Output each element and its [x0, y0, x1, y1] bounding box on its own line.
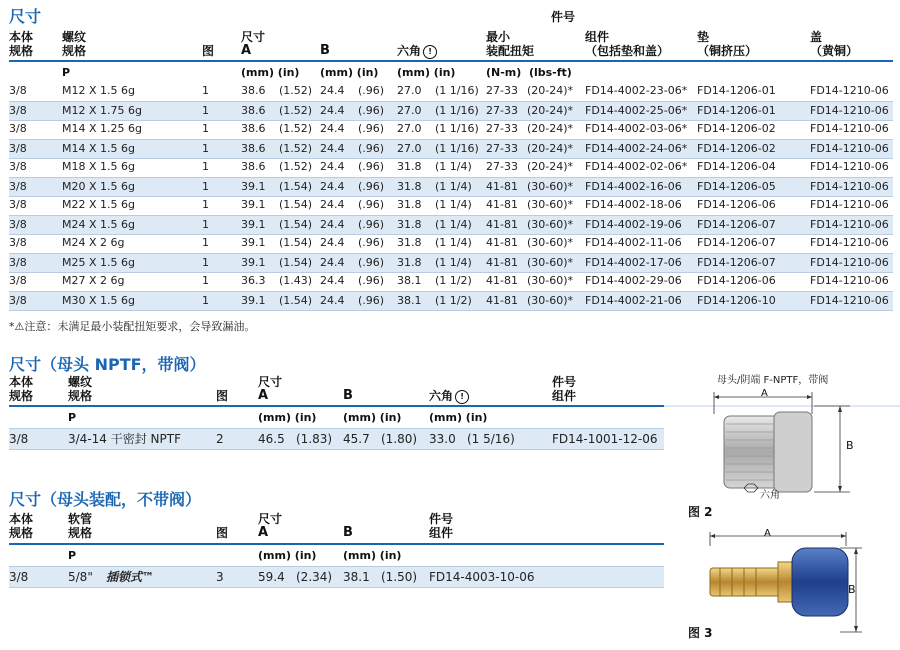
figure3-dim-a: A [764, 528, 771, 539]
cell-nm: 27-33 [486, 84, 518, 97]
s3-header-assembly: 组件 [429, 526, 454, 540]
cell-hex-in: (1 1/4) [435, 236, 472, 249]
cell-cap: FD14-1210-06 [810, 256, 889, 269]
figure2-caption: 母头/阴端 F-NPTF，带阀 [717, 375, 829, 386]
header-dim: 尺寸 [241, 30, 266, 44]
cell-hex-in: (1 1/16) [435, 104, 479, 117]
table-row [9, 82, 893, 100]
cell-hex-in: (1 1/2) [435, 274, 472, 287]
s2-cell-hex-in: (1 5/16) [467, 432, 515, 446]
cell-thread: M18 X 1.5 6g [62, 160, 135, 173]
cell-thread: M20 X 1.5 6g [62, 180, 135, 193]
cell-fig: 1 [202, 236, 209, 249]
cell-a-in: (1.52) [279, 122, 313, 135]
s3-header-a: A [258, 525, 269, 540]
cell-thread: M12 X 1.5 6g [62, 84, 135, 97]
cell-nm: 27-33 [486, 160, 518, 173]
cell-hex-mm: 31.8 [397, 160, 422, 173]
section3-rule [9, 543, 664, 545]
cell-thread: M12 X 1.75 6g [62, 104, 142, 117]
cell-hex-in: (1 1/4) [435, 180, 472, 193]
s3-header-part-no: 件号 [429, 512, 454, 526]
part-no-group-header: 件号 [551, 10, 576, 24]
cell-gasket: FD14-1206-02 [697, 142, 776, 155]
s3-cell-b-mm: 38.1 [343, 570, 370, 584]
cell-a-mm: 39.1 [241, 180, 266, 193]
cell-gasket: FD14-1206-07 [697, 218, 776, 231]
cell-size: 3/8 [9, 256, 27, 269]
cell-size: 3/8 [9, 236, 27, 249]
s2-cell-a-mm: 46.5 [258, 432, 285, 446]
s3-header-b: B [343, 525, 353, 540]
cell-a-in: (1.54) [279, 180, 313, 193]
cell-hex-in: (1 1/4) [435, 198, 472, 211]
s2-cell-fig: 2 [216, 432, 224, 446]
unit-torque: (N-m) (lbs-ft) [486, 66, 572, 79]
table-row [9, 272, 893, 290]
cell-gasket: FD14-1206-04 [697, 160, 776, 173]
cell-nm: 41-81 [486, 218, 518, 231]
cell-fig: 1 [202, 218, 209, 231]
s2-unit-b: (mm) (in) [343, 411, 402, 424]
cell-b-in: (.96) [358, 218, 385, 231]
cell-b-mm: 24.4 [320, 274, 345, 287]
s3-header-fig: 图 [216, 526, 229, 540]
cell-assembly: FD14-4002-21-06 [585, 294, 682, 307]
cell-size: 3/8 [9, 122, 27, 135]
cell-lbs: (20-24)* [527, 142, 574, 155]
cell-b-mm: 24.4 [320, 104, 345, 117]
header-hex [397, 44, 437, 59]
cell-hex-in: (1 1/16) [435, 84, 479, 97]
header-min-torque: 最小 装配扭矩 [486, 30, 535, 58]
s2-header-fig: 图 [216, 389, 229, 403]
cell-b-in: (.96) [358, 142, 385, 155]
cell-lbs: (20-24)* [527, 160, 574, 173]
s3-cell-b-in: (1.50) [381, 570, 418, 584]
s2-header-assembly: 组件 [552, 389, 577, 403]
cell-cap: FD14-1210-06 [810, 236, 889, 249]
s2-cell-size: 3/8 [9, 432, 29, 446]
cell-b-in: (.96) [358, 160, 385, 173]
cell-assembly: FD14-4002-02-06* [585, 160, 688, 173]
cell-b-in: (.96) [358, 180, 385, 193]
table-row [9, 177, 893, 197]
s3-cell-hose: 5/8" [68, 570, 93, 584]
s3-unit-p: P [68, 549, 77, 562]
s2-cell-assembly: FD14-1001-12-06 [552, 432, 658, 446]
cell-thread: M24 X 1.5 6g [62, 218, 135, 231]
figure3-dim-b: B [848, 583, 856, 596]
section1-rule [9, 60, 893, 62]
cell-thread: M25 X 1.5 6g [62, 256, 135, 269]
cell-b-in: (.96) [358, 122, 385, 135]
cell-hex-mm: 31.8 [397, 198, 422, 211]
figure3-label: 图 3 [688, 626, 713, 640]
cell-gasket: FD14-1206-02 [697, 122, 776, 135]
cell-size: 3/8 [9, 160, 27, 173]
figure2-drawing [664, 384, 900, 504]
cell-fig: 1 [202, 142, 209, 155]
cell-lbs: (20-24)* [527, 84, 574, 97]
cell-a-in: (1.43) [279, 274, 313, 287]
unit-p: P [62, 66, 71, 79]
cell-hex-in: (1 1/4) [435, 218, 472, 231]
cell-lbs: (30-60)* [527, 218, 574, 231]
cell-hex-in: (1 1/4) [435, 256, 472, 269]
cell-hex-in: (1 1/2) [435, 294, 472, 307]
cell-a-mm: 38.6 [241, 142, 266, 155]
cell-a-mm: 38.6 [241, 104, 266, 117]
info-circle-icon: ! [423, 45, 437, 59]
cell-cap: FD14-1210-06 [810, 294, 889, 307]
s2-header-thread-spec: 螺纹 规格 [68, 375, 93, 403]
cell-a-mm: 38.6 [241, 84, 266, 97]
header-cap: 盖 （黄铜） [810, 30, 859, 58]
table-row [9, 253, 893, 273]
cell-fig: 1 [202, 198, 209, 211]
header-hex-label: 六角 [397, 44, 422, 58]
cell-size: 3/8 [9, 218, 27, 231]
figure2-label: 图 2 [688, 505, 713, 519]
cell-size: 3/8 [9, 142, 27, 155]
cell-b-in: (.96) [358, 274, 385, 287]
cell-assembly: FD14-4002-24-06* [585, 142, 688, 155]
cell-assembly: FD14-4002-11-06 [585, 236, 682, 249]
s2-cell-b-in: (1.80) [381, 432, 418, 446]
cell-assembly: FD14-4002-03-06* [585, 122, 688, 135]
header-gasket: 垫 （铜挤压） [697, 30, 758, 58]
cell-lbs: (20-24)* [527, 104, 574, 117]
cell-b-in: (.96) [358, 294, 385, 307]
cell-size: 3/8 [9, 198, 27, 211]
cell-lbs: (30-60)* [527, 236, 574, 249]
cell-b-mm: 24.4 [320, 160, 345, 173]
cell-gasket: FD14-1206-01 [697, 84, 776, 97]
cell-hex-mm: 31.8 [397, 180, 422, 193]
s2-header-hex [429, 389, 469, 404]
cell-hex-mm: 27.0 [397, 142, 422, 155]
s2-header-dim: 尺寸 [258, 375, 283, 389]
s2-cell-b-mm: 45.7 [343, 432, 370, 446]
cell-fig: 1 [202, 256, 209, 269]
cell-size: 3/8 [9, 180, 27, 193]
s2-header-body-size: 本体 规格 [9, 375, 34, 403]
cell-a-mm: 39.1 [241, 236, 266, 249]
cell-cap: FD14-1210-06 [810, 104, 889, 117]
cell-size: 3/8 [9, 274, 27, 287]
cell-gasket: FD14-1206-10 [697, 294, 776, 307]
header-fig: 图 [202, 44, 215, 58]
cell-a-in: (1.54) [279, 294, 313, 307]
figure2-dim-b: B [846, 439, 854, 452]
cell-thread: M14 X 1.5 6g [62, 142, 135, 155]
cell-nm: 41-81 [486, 236, 518, 249]
cell-assembly: FD14-4002-19-06 [585, 218, 682, 231]
s2-unit-a: (mm) (in) [258, 411, 317, 424]
section2-title: 尺寸（母头 NPTF，带阀） [9, 355, 206, 374]
cell-thread: M30 X 1.5 6g [62, 294, 135, 307]
torque-warning-note: *⚠注意：未满足最小装配扭矩要求，会导致漏油。 [9, 320, 256, 333]
s2-header-b: B [343, 388, 353, 403]
s3-unit-a: (mm) (in) [258, 549, 317, 562]
table-row [9, 120, 893, 138]
table-row [9, 215, 893, 235]
cell-cap: FD14-1210-06 [810, 218, 889, 231]
table-row [9, 291, 893, 311]
cell-hex-in: (1 1/16) [435, 122, 479, 135]
cell-gasket: FD14-1206-01 [697, 104, 776, 117]
cell-thread: M22 X 1.5 6g [62, 198, 135, 211]
cell-a-mm: 38.6 [241, 122, 266, 135]
cell-a-in: (1.54) [279, 218, 313, 231]
cell-b-in: (.96) [358, 104, 385, 117]
cell-a-in: (1.52) [279, 142, 313, 155]
cell-hex-in: (1 1/4) [435, 160, 472, 173]
unit-hex: (mm) (in) [397, 66, 456, 79]
cell-a-mm: 39.1 [241, 198, 266, 211]
cell-lbs: (30-60)* [527, 198, 574, 211]
table-row [9, 158, 893, 176]
cell-b-mm: 24.4 [320, 180, 345, 193]
cell-cap: FD14-1210-06 [810, 160, 889, 173]
cell-cap: FD14-1210-06 [810, 180, 889, 193]
figure2-dim-a: A [761, 388, 768, 399]
s2-table-row [9, 428, 664, 450]
cell-nm: 41-81 [486, 256, 518, 269]
s3-cell-a-in: (2.34) [296, 570, 333, 584]
cell-a-mm: 39.1 [241, 218, 266, 231]
cell-b-in: (.96) [358, 256, 385, 269]
header-a: A [241, 43, 252, 58]
cell-a-in: (1.52) [279, 104, 313, 117]
cell-nm: 41-81 [486, 180, 518, 193]
cell-a-mm: 36.3 [241, 274, 266, 287]
cell-b-mm: 24.4 [320, 142, 345, 155]
cell-hex-in: (1 1/16) [435, 142, 479, 155]
s3-header-hose-spec: 软管 规格 [68, 512, 93, 540]
s3-cell-hose-type: 插锁式™ [106, 570, 155, 584]
cell-lbs: (30-60)* [527, 294, 574, 307]
cell-a-in: (1.52) [279, 160, 313, 173]
cell-fig: 1 [202, 160, 209, 173]
cell-cap: FD14-1210-06 [810, 142, 889, 155]
cell-assembly: FD14-4002-17-06 [585, 256, 682, 269]
s2-cell-hex-mm: 33.0 [429, 432, 456, 446]
cell-nm: 41-81 [486, 198, 518, 211]
cell-gasket: FD14-1206-06 [697, 274, 776, 287]
cell-assembly: FD14-4002-16-06 [585, 180, 682, 193]
cell-cap: FD14-1210-06 [810, 198, 889, 211]
cell-b-mm: 24.4 [320, 84, 345, 97]
header-thread-spec: 螺纹 规格 [62, 30, 87, 58]
table-row [9, 139, 893, 159]
cell-a-in: (1.54) [279, 256, 313, 269]
cell-fig: 1 [202, 294, 209, 307]
cell-assembly: FD14-4002-23-06* [585, 84, 688, 97]
cell-fig: 1 [202, 122, 209, 135]
cell-nm: 27-33 [486, 122, 518, 135]
cell-b-in: (.96) [358, 198, 385, 211]
section2-rule [9, 405, 664, 407]
cell-assembly: FD14-4002-29-06 [585, 274, 682, 287]
figure2-hex-label: 六角 [760, 490, 780, 501]
cell-hex-mm: 31.8 [397, 236, 422, 249]
cell-a-mm: 39.1 [241, 294, 266, 307]
header-assembly: 组件 （包括垫和盖） [585, 30, 670, 58]
s2-header-hex-label: 六角 [429, 389, 454, 403]
cell-lbs: (30-60)* [527, 180, 574, 193]
s3-table-row [9, 566, 664, 588]
s3-cell-a-mm: 59.4 [258, 570, 285, 584]
s2-cell-a-in: (1.83) [296, 432, 333, 446]
table-row [9, 101, 893, 121]
table-row [9, 196, 893, 214]
cell-b-mm: 24.4 [320, 218, 345, 231]
cell-size: 3/8 [9, 84, 27, 97]
cell-hex-mm: 31.8 [397, 256, 422, 269]
cell-a-in: (1.54) [279, 236, 313, 249]
cell-b-mm: 24.4 [320, 198, 345, 211]
s2-cell-thread: 3/4-14 干密封 NPTF [68, 432, 181, 446]
cell-gasket: FD14-1206-07 [697, 256, 776, 269]
cell-size: 3/8 [9, 104, 27, 117]
cell-b-mm: 24.4 [320, 256, 345, 269]
section3-title: 尺寸（母头装配，不带阀） [9, 490, 202, 509]
cell-hex-mm: 27.0 [397, 122, 422, 135]
cell-thread: M27 X 2 6g [62, 274, 125, 287]
cell-fig: 1 [202, 180, 209, 193]
cell-nm: 41-81 [486, 294, 518, 307]
table-row [9, 234, 893, 252]
cell-fig: 1 [202, 274, 209, 287]
s3-cell-assembly: FD14-4003-10-06 [429, 570, 535, 584]
cell-assembly: FD14-4002-18-06 [585, 198, 682, 211]
cell-nm: 41-81 [486, 274, 518, 287]
cell-assembly: FD14-4002-25-06* [585, 104, 688, 117]
cell-lbs: (30-60)* [527, 274, 574, 287]
cell-hex-mm: 38.1 [397, 274, 422, 287]
section1-title: 尺寸 [9, 7, 42, 26]
figure3-drawing [690, 528, 900, 638]
header-b: B [320, 43, 330, 58]
cell-nm: 27-33 [486, 142, 518, 155]
unit-a: (mm) (in) [241, 66, 300, 79]
cell-hex-mm: 27.0 [397, 104, 422, 117]
cell-fig: 1 [202, 104, 209, 117]
cell-b-in: (.96) [358, 236, 385, 249]
cell-lbs: (30-60)* [527, 256, 574, 269]
cell-gasket: FD14-1206-05 [697, 180, 776, 193]
cell-size: 3/8 [9, 294, 27, 307]
s3-cell-fig: 3 [216, 570, 224, 584]
cell-hex-mm: 38.1 [397, 294, 422, 307]
s2-unit-hex: (mm) (in) [429, 411, 488, 424]
s2-header-part-no: 件号 [552, 375, 577, 389]
cell-a-mm: 39.1 [241, 256, 266, 269]
unit-b: (mm) (in) [320, 66, 379, 79]
cell-cap: FD14-1210-06 [810, 122, 889, 135]
s3-header-dim: 尺寸 [258, 512, 283, 526]
cell-thread: M14 X 1.25 6g [62, 122, 142, 135]
cell-b-mm: 24.4 [320, 294, 345, 307]
cell-gasket: FD14-1206-07 [697, 236, 776, 249]
s2-unit-p: P [68, 411, 77, 424]
cell-cap: FD14-1210-06 [810, 274, 889, 287]
s3-header-body-size: 本体 规格 [9, 512, 34, 540]
cell-b-mm: 24.4 [320, 122, 345, 135]
s2-header-a: A [258, 388, 269, 403]
cell-b-in: (.96) [358, 84, 385, 97]
s3-unit-b: (mm) (in) [343, 549, 402, 562]
cell-lbs: (20-24)* [527, 122, 574, 135]
cell-hex-mm: 27.0 [397, 84, 422, 97]
s2-info-circle-icon: ! [455, 390, 469, 404]
cell-a-mm: 38.6 [241, 160, 266, 173]
cell-cap: FD14-1210-06 [810, 84, 889, 97]
cell-thread: M24 X 2 6g [62, 236, 125, 249]
cell-a-in: (1.52) [279, 84, 313, 97]
cell-a-in: (1.54) [279, 198, 313, 211]
header-body-size: 本体 规格 [9, 30, 34, 58]
cell-gasket: FD14-1206-06 [697, 198, 776, 211]
cell-b-mm: 24.4 [320, 236, 345, 249]
cell-fig: 1 [202, 84, 209, 97]
cell-nm: 27-33 [486, 104, 518, 117]
cell-hex-mm: 31.8 [397, 218, 422, 231]
s3-cell-size: 3/8 [9, 570, 29, 584]
